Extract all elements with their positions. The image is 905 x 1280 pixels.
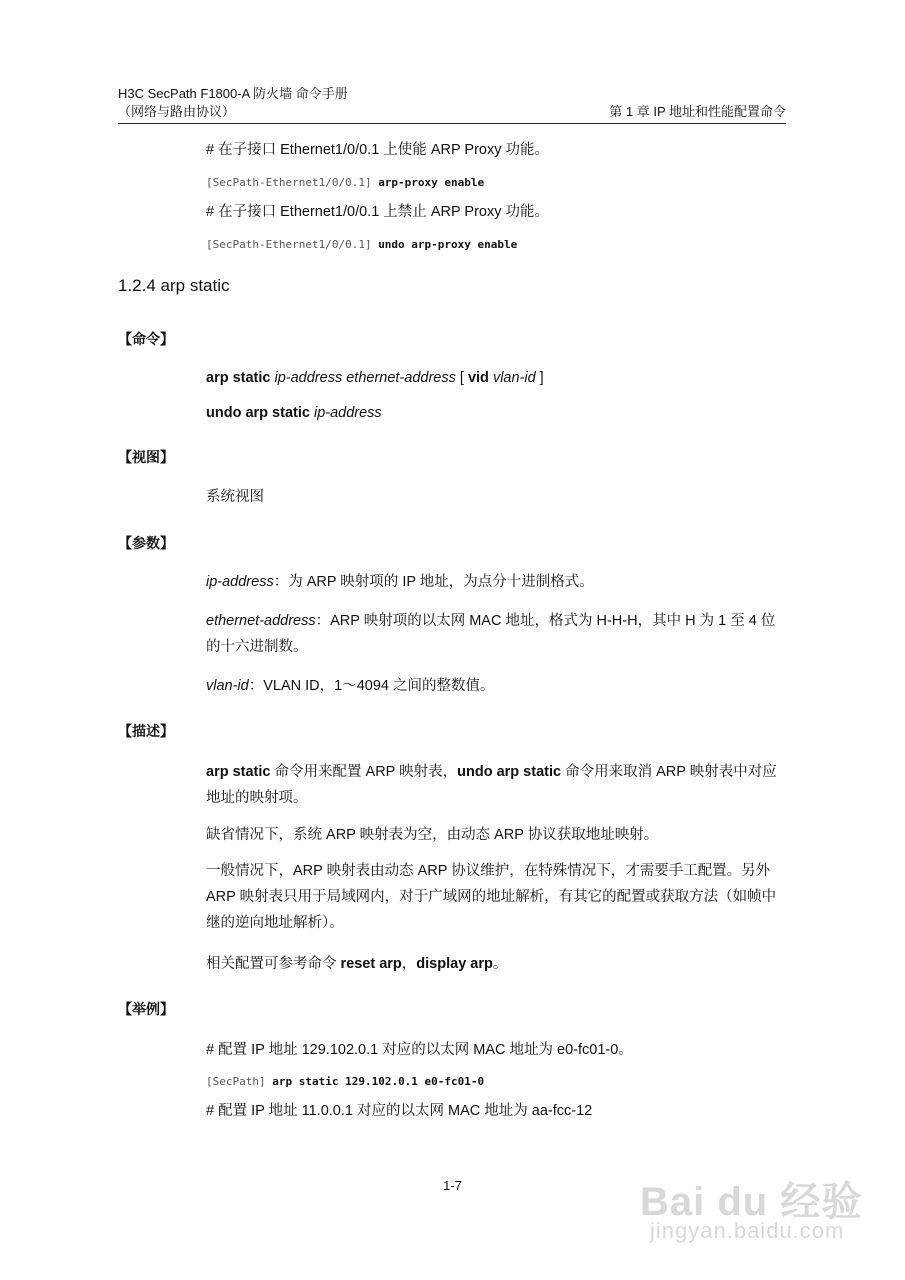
watermark-brand: Bai du 经验 [640,1180,863,1224]
param-name: vlan-id [206,678,249,694]
example-label: 【举例】 [118,1001,174,1017]
keyword: arp static [206,764,271,780]
view-label: 【视图】 [118,449,174,465]
argument: ip-address [313,405,382,421]
intro-example-1-text: # 在子接口 Ethernet1/0/0.1 上使能 ARP Proxy 功能。 [206,142,550,158]
keyword: reset arp [340,956,402,972]
keyword: arp static [206,370,275,386]
bracket: [ [455,370,468,386]
page-number: 1-7 [443,1178,462,1193]
keyword: vid [467,370,493,386]
param-desc: ：为 ARP 映射项的 IP 地址，为点分十进制格式。 [273,574,594,590]
intro-example-2-text: # 在子接口 Ethernet1/0/0.1 上禁止 ARP Proxy 功能。 [206,204,550,220]
example-1-code [206,1075,484,1088]
watermark-url: jingyan.baidu.com [650,1218,845,1243]
argument: vlan-id [492,370,536,386]
keyword: display arp [416,956,493,972]
param-name: ethernet-address [206,613,316,629]
view-text: 系统视图 [206,489,264,505]
param-name: ip-address [206,574,274,590]
param-ethernet-address [206,608,786,660]
header-chapter: 第 1 章 IP 地址和性能配置命令 [609,104,786,119]
code-command: arp-proxy enable [378,176,485,189]
intro-example-1-code [206,176,484,189]
params-label: 【参数】 [118,535,174,551]
desc-text: 。 [492,956,508,972]
code-prompt: [SecPath-Ethernet1/0/0.1] [206,176,379,189]
desc-paragraph-3: 一般情况下，ARP 映射表由动态 ARP 协议维护，在特殊情况下，才需要手工配置。另外 ARP 映射表只用于局域网内，对于广域网的地址解析，有其它的配置或获取方法（如帧中继的逆向地址解析）。 [206,863,777,931]
desc-text: 命令用来取消 ARP 映射表中对应地址的映射项。 [206,764,777,806]
code-command: arp static 129.102.0.1 e0-fc01-0 [272,1075,485,1088]
param-ip-address [206,569,786,595]
param-vlan-id [206,673,786,699]
bracket: ] [535,370,544,386]
desc-text: 命令用来配置 ARP 映射表， [270,764,458,780]
header-product: H3C SecPath F1800-A 防火墙 命令手册 [118,86,348,101]
header-subtitle: （网络与路由协议） [118,104,236,119]
desc-text: 相关配置可参考命令 [206,956,341,972]
example-1-text: # 配置 IP 地址 129.102.0.1 对应的以太网 MAC 地址为 e0-fc01-0。 [206,1042,633,1058]
example-2-text: # 配置 IP 地址 11.0.0.1 对应的以太网 MAC 地址为 aa-fcc-12 [206,1103,593,1119]
intro-example-2-code [206,238,517,251]
section-title: 1.2.4 arp static [118,276,230,295]
desc-paragraph-2: 缺省情况下，系统 ARP 映射表为空，由动态 ARP 协议获取地址映射。 [206,827,659,843]
desc-text: ， [401,956,417,972]
param-desc: ：VLAN ID，1～4094 之间的整数值。 [248,678,495,694]
desc-paragraph-1 [206,759,786,811]
argument: ip-address ethernet-address [274,370,456,386]
keyword: undo arp static [206,405,314,421]
desc-label: 【描述】 [118,723,174,739]
desc-paragraph-4 [206,951,786,977]
keyword: undo arp static [457,764,562,780]
command-syntax-1 [206,368,544,388]
param-desc: ：ARP 映射项的以太网 MAC 地址，格式为 H-H-H，其中 H 为 1 至 4 位的十六进制数。 [206,613,776,655]
code-prompt: [SecPath-Ethernet1/0/0.1] [206,238,379,251]
header-rule [118,123,786,124]
command-syntax-2 [206,403,382,423]
code-prompt: [SecPath] [206,1075,273,1088]
command-label: 【命令】 [118,331,174,347]
code-command: undo arp-proxy enable [378,238,518,251]
